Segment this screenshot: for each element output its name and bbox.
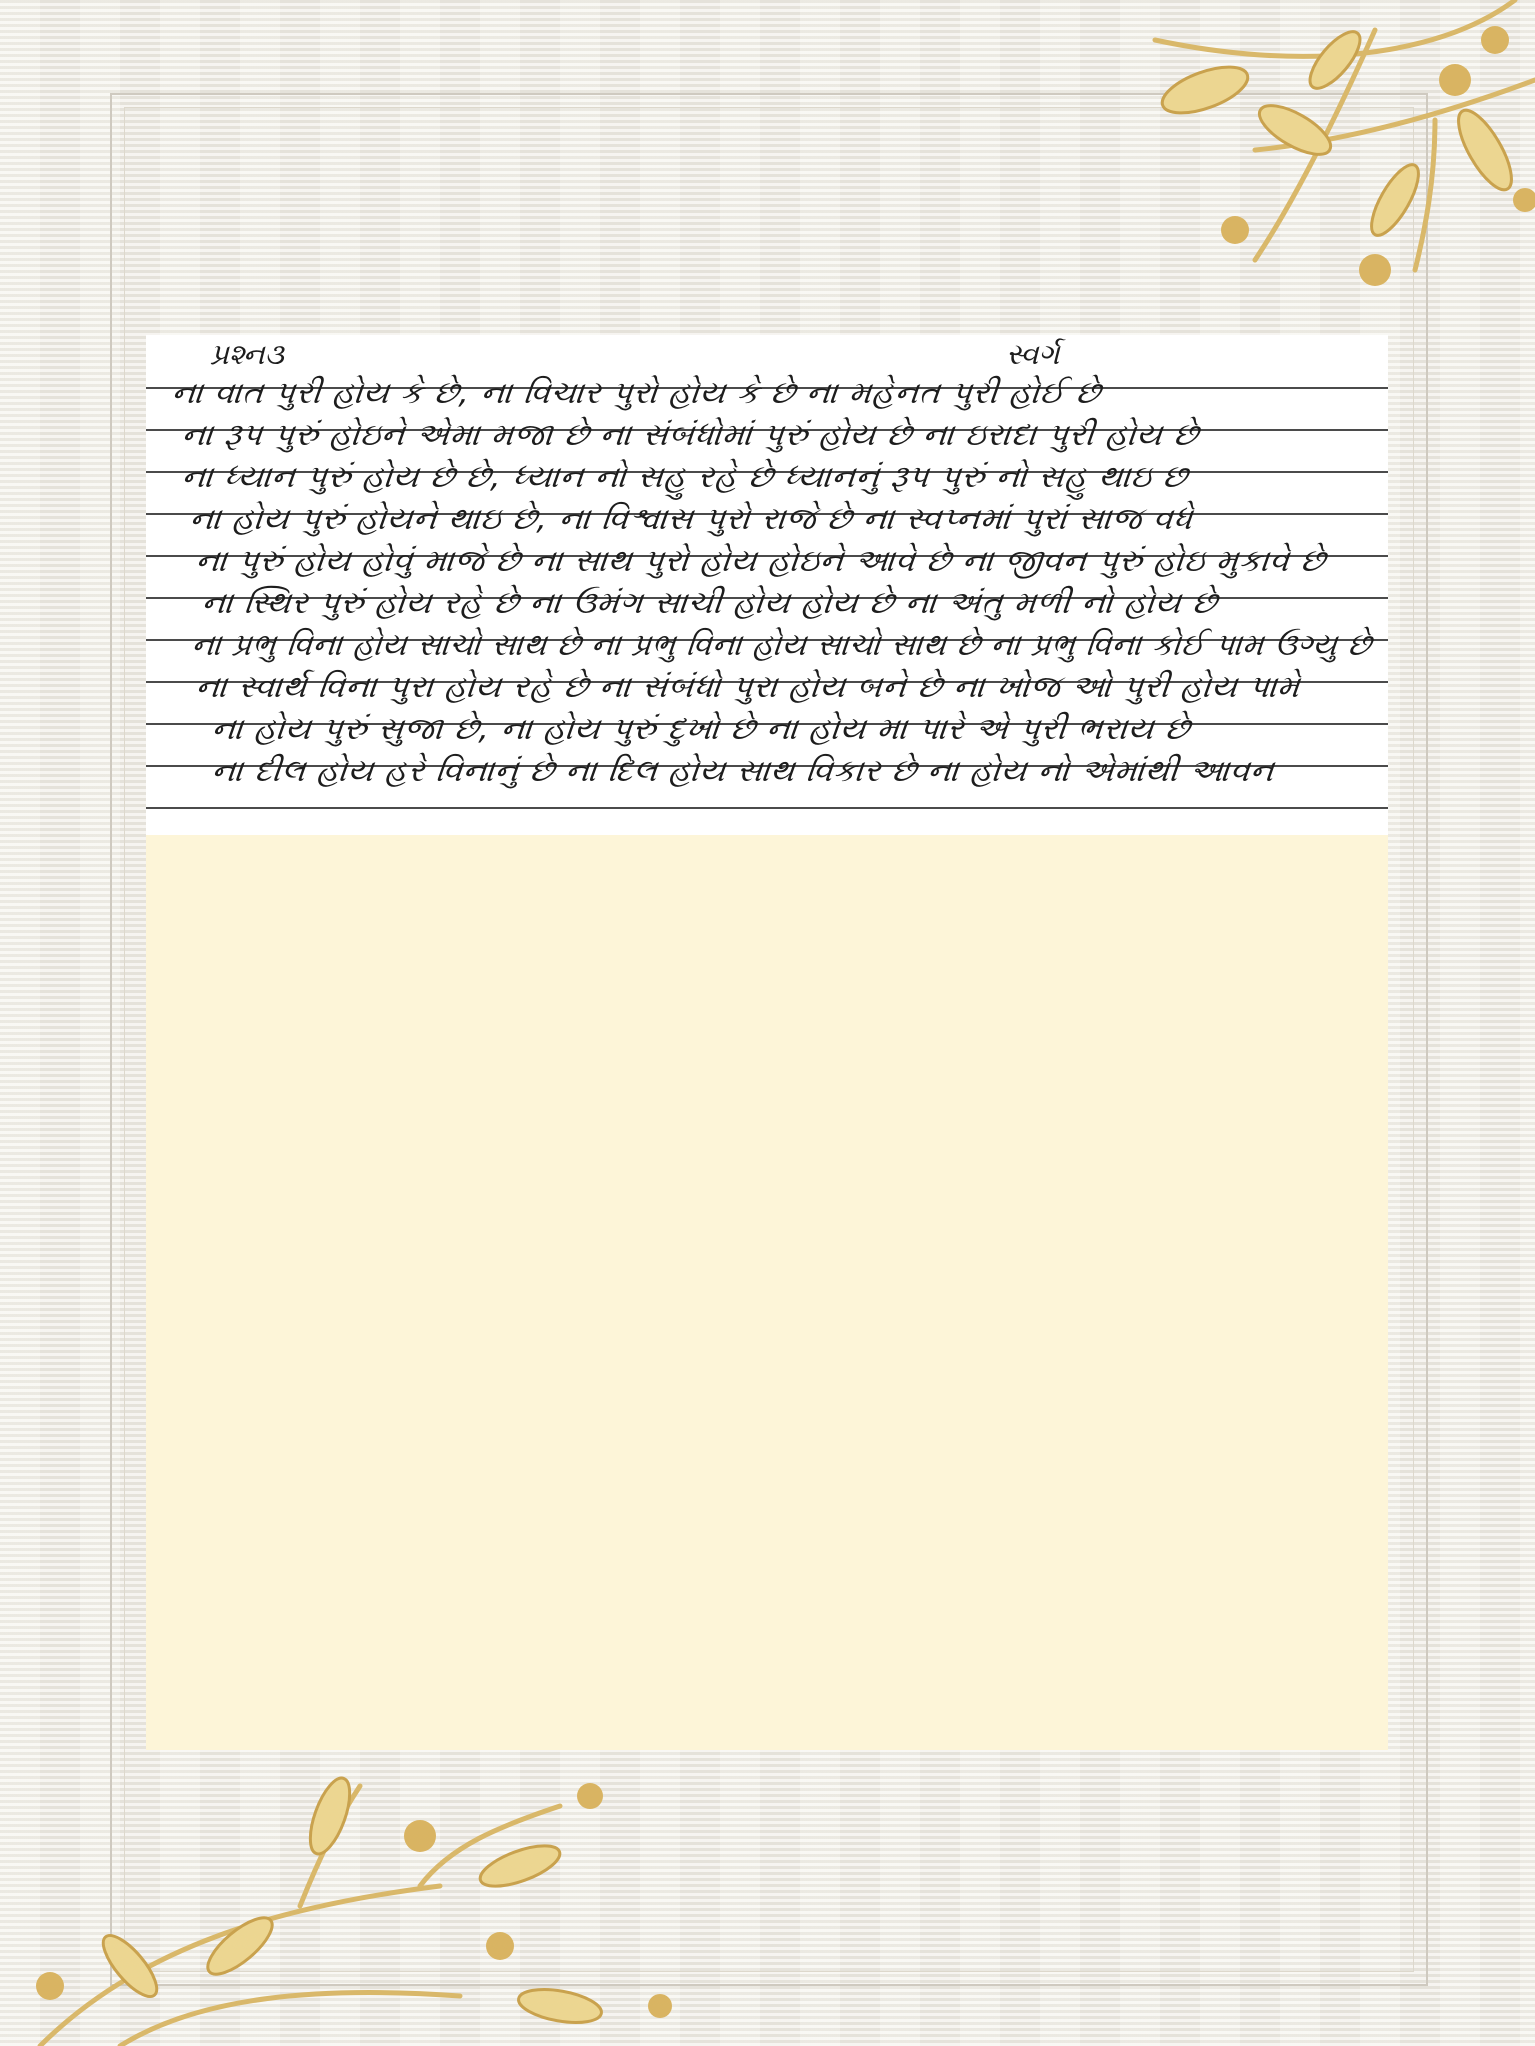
handwritten-line: ના સ્વાર્થ વિના પુરા હોય રહે છે ના સંબંધો પુરા હોય બને છે ના ખોજ ઓ પુરી હોય પામે xyxy=(194,669,1303,705)
handwritten-line: ના ધ્યાન પુરું હોય છે છે, ધ્યાન નો સહુ રહે છે ધ્યાનનું રૂપ પુરું નો સહુ થાઇ છ xyxy=(180,459,1190,495)
handwritten-line: ના પ્રભુ વિના હોય સાચો સાથ છે ના પ્રભુ વિના હોય સાચો સાથ છે ના પ્રભુ વિના કોઈ પામ ઉગ્યુ છે xyxy=(190,627,1374,663)
handwritten-line: ના દીલ હોય હરે વિનાનું છે ના દિલ હોય સાથ વિકાર છે ના હોય નો એમાંથી આવન xyxy=(210,753,1277,789)
handwritten-line: ના રૂપ પુરું હોઇને એમા મજા છે ના સંબંધોમાં પુરું હોય છે ના ઇરાદા પુરી હોય છે xyxy=(180,417,1201,453)
topic-title-label: સ્વર્ગ xyxy=(1006,337,1060,371)
handwritten-line: ના વાત પુરી હોય કે છે, ના વિચાર પુરો હોય કે છે ના મહેનત પુરી હોઈ છે xyxy=(170,375,1103,411)
letter-paper xyxy=(146,335,1388,1750)
handwritten-line: ના હોય પુરું હોયને થાઇ છે, ના વિશ્વાસ પુરો રાજે છે ના સ્વપ્નમાં પુરાં સાજ વધે xyxy=(188,501,1196,537)
handwritten-line: ના પુરું હોય હોવું માજે છે ના સાથ પુરો હોય હોઇને આવે છે ના જીવન પુરું હોઇ મુકાવે છે xyxy=(194,543,1328,579)
handwritten-line: ના હોય પુરું સુજા છે, ના હોય પુરું દુખો છે ના હોય મા પારે એ પુરી ભરાય છે xyxy=(210,711,1193,747)
gold-floral-ornament-bottom-icon xyxy=(0,1746,800,2046)
question-number-label: પ્રશ્ન૩ xyxy=(210,337,284,371)
gold-floral-ornament-top-icon xyxy=(735,0,1535,300)
handwritten-line: ના સ્થિર પુરું હોય રહે છે ના ઉમંગ સાચી હોય હોય છે ના અંતુ મળી નો હોય છે xyxy=(200,585,1220,621)
handwritten-scan xyxy=(146,335,1388,835)
